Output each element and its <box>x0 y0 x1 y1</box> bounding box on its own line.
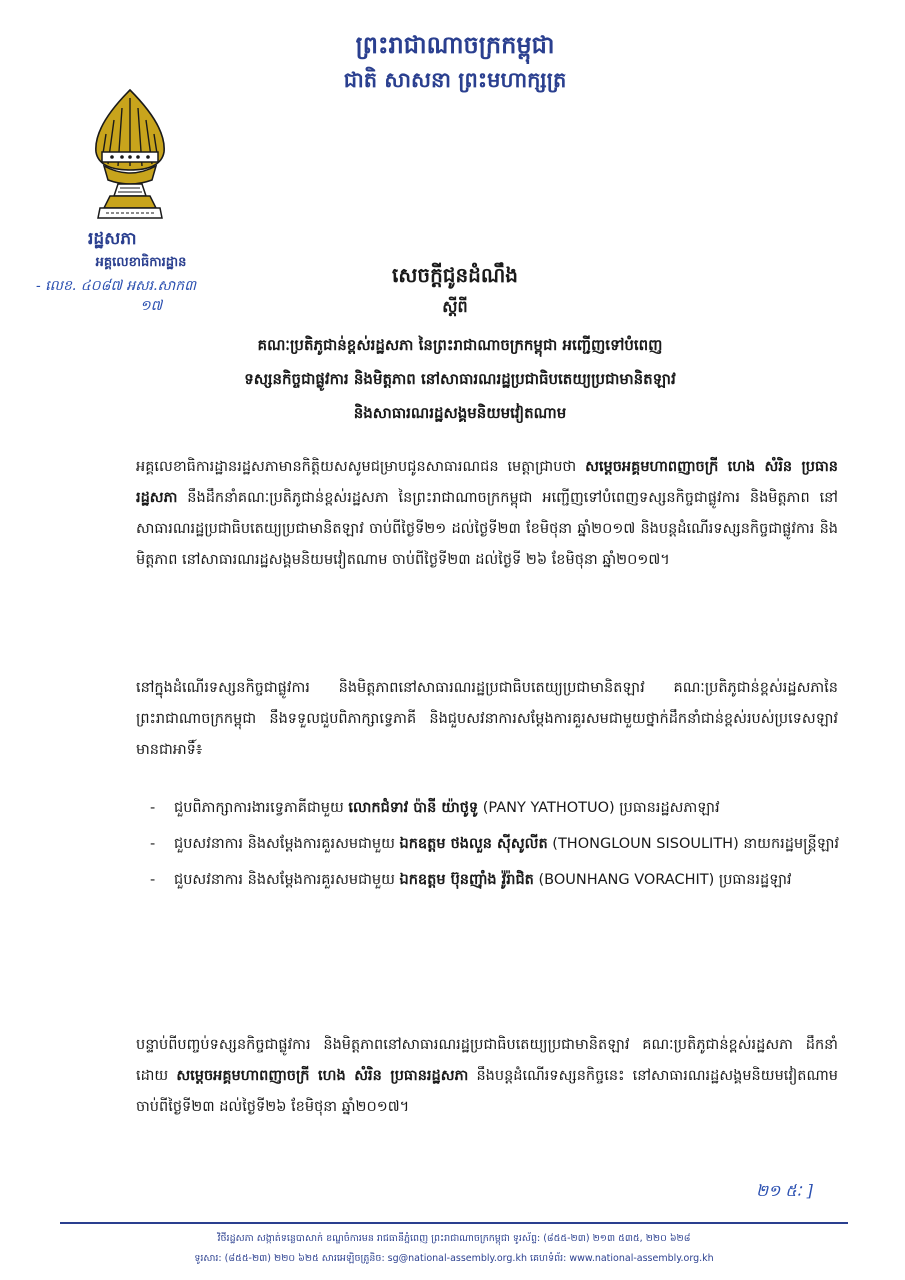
document-about: ស្តីពី <box>442 297 468 316</box>
paragraph-lao-visit: នៅក្នុងដំណើរទស្សនកិច្ចជាផ្លូវការ និងមិត្តភាពនៅសាធារណរដ្ឋប្រជាធិបតេយ្យប្រជាមានិតឡាវ គណៈប្រតិភូជាន់ខ្ពស់រដ្ឋសភានៃព្រះរាជាណាចក្រកម្ពុជា នឹងទទួលជួបពិភាក្សាទ្វេភាគី និងជួបសវនាការសម្តែងការគួរសមជាមួយថ្នាក់ដឹកនាំជាន់ខ្ពស់របស់ប្រទេសឡាវ មានជាអាទិ៍៖ <box>136 680 838 758</box>
official-name: ឯកឧត្តម ថងលួន ស៊ីសូលីត <box>399 836 548 852</box>
paragraph-vietnam-visit <box>136 1030 838 1123</box>
subject-line: គណៈប្រតិភូជាន់ខ្ពស់រដ្ឋសភា នៃព្រះរាជាណាចក្រកម្ពុជា អញ្ជើញទៅបំពេញ <box>257 336 663 354</box>
president-name: សម្តេចអគ្គមហាពញាចក្រី ហេង សំរិន ប្រធានរដ្ឋសភា <box>176 1068 469 1084</box>
bullet-text: (BOUNHANG VORACHIT) ប្រធានរដ្ឋឡាវ <box>533 872 792 888</box>
handwritten-signature: ២១ ៥ៈ ] <box>756 1181 813 1200</box>
letterhead <box>240 26 670 96</box>
subject-line: ទស្សនកិច្ចជាផ្លូវការ និងមិត្តភាព នៅសាធារណរដ្ឋប្រជាធិបតេយ្យប្រជាមានិតឡាវ <box>244 370 676 388</box>
footer-contact: ទូរសារ: (៨៥៥-២៣) ២២០ ៦២៥ សារអេឡិចត្រូនិច: sg@national-assembly.org.kh គេហទំព័រ: www.national-assembly.org.kh <box>194 1253 714 1264</box>
list-item <box>150 864 840 896</box>
bullet-text: ជួបសវនាការ និងសម្តែងការគួរសមជាមួយ <box>174 836 400 852</box>
paragraph-text: បន្ទាប់ពីបញ្ចប់ទស្សនកិច្ចជាផ្លូវការ និងមិត្តភាពនៅសាធារណរដ្ឋប្រជាធិបតេយ្យប្រជាមានិតឡាវ គណៈប្រតិភូជាន់ខ្ពស់រដ្ឋសភា ដឹកនាំដោយ <box>136 1037 838 1084</box>
issuer-name: រដ្ឋសភា <box>88 229 137 249</box>
national-motto: ជាតិ សាសនា ព្រះមហាក្សត្រ <box>343 67 567 92</box>
list-item <box>150 792 840 824</box>
meetings-list <box>150 792 840 900</box>
bullet-text: ជួបពិភាក្សាការងារទ្វេភាគីជាមួយ <box>174 800 349 816</box>
list-item <box>150 828 840 860</box>
paragraph-text: នឹងដឹកនាំគណៈប្រតិភូជាន់ខ្ពស់រដ្ឋសភា នៃព្រះរាជាណាចក្រកម្ពុជា អញ្ជើញទៅបំពេញទស្សនកិច្ចជាផ្លូវការ និងមិត្តភាព នៅសាធារណរដ្ឋប្រជាធិបតេយ្យប្រជាមានិតឡាវ ចាប់ពីថ្ងៃទី២១ ដល់ថ្ងៃទី២៣ ខែមិថុនា ឆ្នាំ២០១៧ និងបន្តដំណើរទស្សនកិច្ចជាផ្លូវការ និងមិត្តភាព នៅសាធារណរដ្ឋសង្គមនិយមវៀតណាម ចាប់ពីថ្ងៃទី២៣ ដល់ថ្ងៃទី ២៦ ខែមិថុនា ឆ្នាំ២០១៧។ <box>136 490 838 568</box>
bullet-text: (THONGLOUN SISOULITH) នាយករដ្ឋមន្ត្រីឡាវ <box>547 836 839 852</box>
document-subject <box>70 328 850 430</box>
president-name: សម្តេចអគ្គមហាពញាចក្រី ហេង សំរិន ប្រធានរដ្ឋសភា <box>136 459 838 506</box>
paragraph-text: នឹងបន្តដំណើរទស្សនកិច្ចនេះ នៅសាធារណរដ្ឋសង្គមនិយមវៀតណាម ចាប់ពីថ្ងៃទី២៣ ដល់ថ្ងៃទី២៦ ខែមិថុនា ឆ្នាំ២០១៧។ <box>136 1068 839 1115</box>
official-name: លោកជំទាវ ប៉ានី យ៉ាថូទូ <box>348 800 479 816</box>
bullet-text: ជួបសវនាការ និងសម្តែងការគួរសមជាមួយ <box>174 872 400 888</box>
document-title: សេចក្តីជូនដំណឹង <box>392 263 518 287</box>
reference-number: - លេខ. ៤០៨៧ អសរ.សាក៣ <box>36 278 197 294</box>
subject-line: និងសាធារណរដ្ឋសង្គមនិយមវៀតណាម <box>353 404 567 422</box>
paragraph-announcement <box>136 452 838 576</box>
national-assembly-emblem-icon <box>80 88 180 228</box>
footer-divider <box>60 1222 848 1224</box>
bullet-dash: - <box>150 872 156 888</box>
bullet-dash: - <box>150 800 156 816</box>
issuer-department: អគ្គលេខាធិការដ្ឋាន <box>95 255 187 270</box>
official-name: ឯកឧត្តម ប៊ុនញ៉ាំង វ៉ូរ៉ាជិត <box>399 872 534 888</box>
bullet-dash: - <box>150 836 156 852</box>
paragraph-text: អគ្គលេខាធិការដ្ឋានរដ្ឋសភាមានកិត្តិយសសូមជម្រាបជូនសាធារណជន មេត្តាជ្រាបថា <box>136 459 586 475</box>
reference-year: ១៧ <box>140 298 163 314</box>
footer-address: វិថីរដ្ឋសភា សង្កាត់ទន្លេបាសាក់ ខណ្ឌចំការមន រាជធានីភ្នំពេញ ព្រះរាជាណាចក្រកម្ពុជា ទូរស័ព្ទ: (៨៥៥-២៣) ២១៣ ៥៣៥, ២២០ ៦២៨ <box>217 1233 691 1244</box>
bullet-text: (PANY YATHOTUO) ប្រធានរដ្ឋសភាឡាវ <box>478 800 720 816</box>
kingdom-name: ព្រះរាជាណាចក្រកម្ពុជា <box>355 30 555 59</box>
